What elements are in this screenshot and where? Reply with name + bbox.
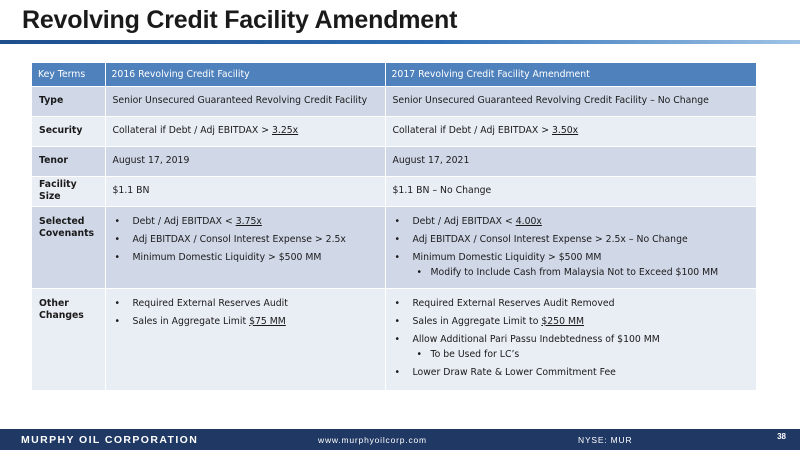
security-2017-ratio: 3.50x	[551, 125, 579, 136]
list-subitem: • To be Used for LC’s	[393, 349, 749, 361]
header-2016-facility: 2016 Revolving Credit Facility	[105, 63, 385, 86]
table-row-covenants	[32, 206, 756, 288]
other-text: Sales in Aggregate Limit to	[412, 315, 542, 327]
other-text: Sales in Aggregate Limit	[132, 315, 250, 327]
security-2016-ratio: 3.25x	[271, 125, 299, 136]
footer-bar	[0, 429, 800, 450]
list-item: • Minimum Domestic Liquidity > $500 MM	[393, 252, 749, 264]
table-row-security	[32, 116, 756, 146]
cell-type-2017: Senior Unsecured Guaranteed Revolving Credit Facility – No Change	[385, 86, 756, 116]
row-label-security: Security	[32, 116, 105, 146]
table-row-other-changes	[32, 288, 756, 390]
covenants-2016-list	[113, 216, 378, 264]
cell-covenants-2016	[105, 206, 385, 288]
slide-title: Revolving Credit Facility Amendment	[22, 6, 458, 34]
covenant-ratio: 3.75x	[235, 215, 262, 227]
cell-tenor-2016: August 17, 2019	[105, 146, 385, 176]
list-item	[393, 316, 749, 328]
credit-terms-table	[32, 63, 757, 391]
covenant-text: Debt / Adj EBITDAX <	[412, 215, 516, 227]
cell-security-2017	[385, 116, 756, 146]
header-key-terms: Key Terms	[32, 63, 105, 86]
list-item	[113, 216, 378, 228]
security-2017-text: Collateral if Debt / Adj EBITDAX >	[392, 125, 552, 136]
list-subitem: • Modify to Include Cash from Malaysia Not to Exceed $100 MM	[393, 267, 749, 279]
list-item: • Lower Draw Rate & Lower Commitment Fee	[393, 367, 749, 379]
row-label-type: Type	[32, 86, 105, 116]
covenant-ratio: 4.00x	[515, 215, 542, 227]
title-divider	[0, 40, 800, 44]
cell-size-2016: $1.1 BN	[105, 176, 385, 206]
list-item: • Adj EBITDAX / Consol Interest Expense > 2.5x	[113, 234, 378, 246]
row-label-tenor: Tenor	[32, 146, 105, 176]
other-2017-list	[393, 298, 749, 379]
list-item: • Minimum Domestic Liquidity > $500 MM	[113, 252, 378, 264]
covenants-2017-list	[393, 216, 749, 279]
cell-type-2016: Senior Unsecured Guaranteed Revolving Credit Facility	[105, 86, 385, 116]
list-item	[393, 216, 749, 228]
security-2016-text: Collateral if Debt / Adj EBITDAX >	[112, 125, 272, 136]
cell-other-2017	[385, 288, 756, 390]
cell-tenor-2017: August 17, 2021	[385, 146, 756, 176]
table-row-facility-size	[32, 176, 756, 206]
covenant-text: Debt / Adj EBITDAX <	[132, 215, 236, 227]
table-header-row	[32, 63, 756, 86]
cell-security-2016	[105, 116, 385, 146]
website-link[interactable]: www.murphyoilcorp.com	[318, 435, 427, 445]
list-item: • Required External Reserves Audit Removed	[393, 298, 749, 310]
row-label-other-changes: Other Changes	[32, 288, 105, 390]
company-name: MURPHY OIL CORPORATION	[21, 434, 199, 446]
table-row-type	[32, 86, 756, 116]
table-row-tenor	[32, 146, 756, 176]
row-label-facility-size: Facility Size	[32, 176, 105, 206]
cell-size-2017: $1.1 BN – No Change	[385, 176, 756, 206]
other-amount: $250 MM	[541, 315, 585, 327]
list-item	[113, 316, 378, 328]
cell-covenants-2017	[385, 206, 756, 288]
page-number: 38	[777, 432, 786, 441]
list-item: • Allow Additional Pari Passu Indebtedness of $100 MM	[393, 334, 749, 346]
other-amount: $75 MM	[249, 315, 286, 327]
header-2017-amendment: 2017 Revolving Credit Facility Amendment	[385, 63, 756, 86]
list-item: • Adj EBITDAX / Consol Interest Expense > 2.5x – No Change	[393, 234, 749, 246]
stock-ticker: NYSE: MUR	[578, 435, 633, 445]
row-label-covenants: Selected Covenants	[32, 206, 105, 288]
list-item: • Required External Reserves Audit	[113, 298, 378, 310]
cell-other-2016	[105, 288, 385, 390]
other-2016-list	[113, 298, 378, 328]
